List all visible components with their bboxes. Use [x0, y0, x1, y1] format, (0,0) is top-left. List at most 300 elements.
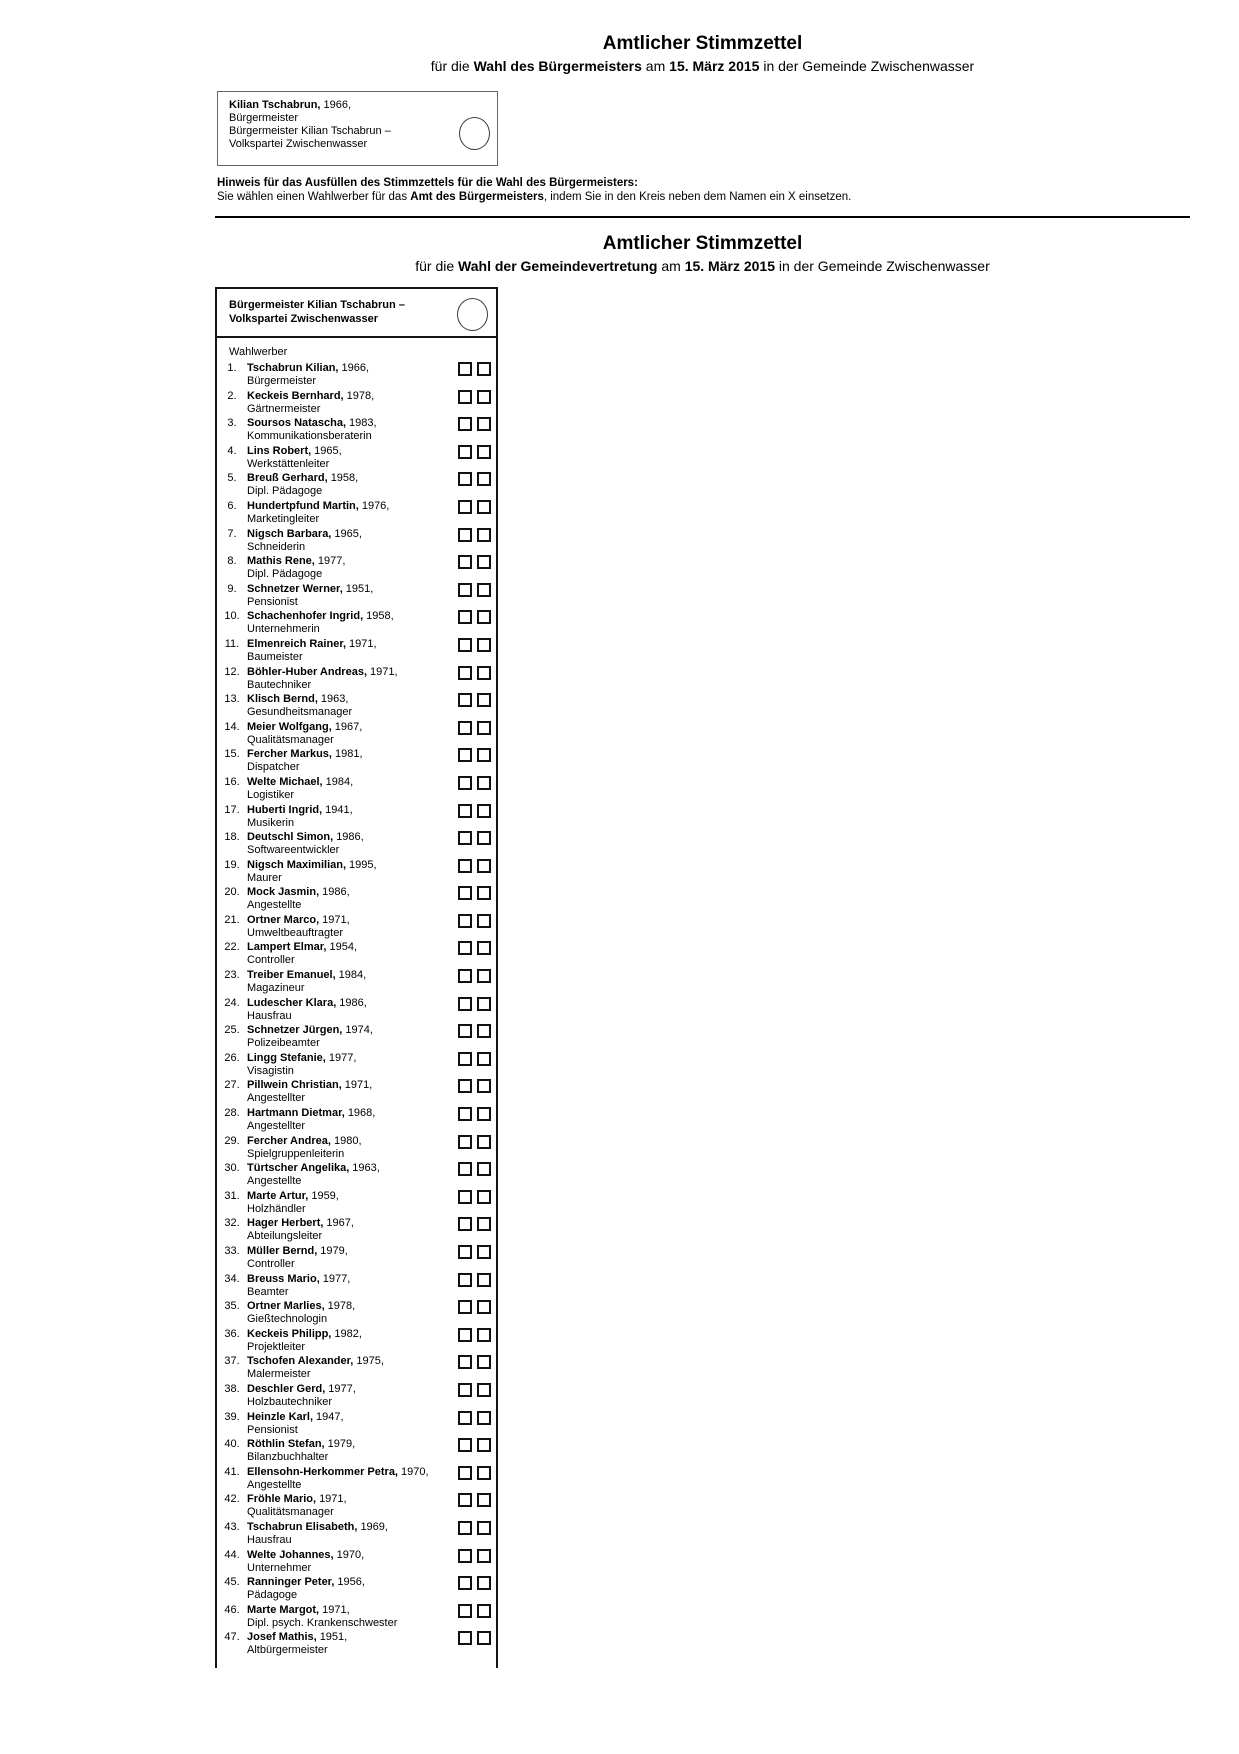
candidate-profession: Controller	[247, 954, 295, 967]
candidate-profession: Gesundheitsmanager	[247, 706, 353, 719]
candidate-number: 22.	[224, 941, 240, 954]
candidate-name: Heinzle Karl,	[247, 1410, 314, 1423]
candidate-profession: Spielgruppenleiterin	[247, 1147, 345, 1160]
candidate-name: Nigsch Barbara,	[247, 527, 332, 540]
candidate-profession: Controller	[247, 1258, 295, 1270]
preference-checkbox-2[interactable]	[477, 693, 491, 707]
candidate-row	[217, 362, 496, 390]
candidate-year: 1970,	[336, 1548, 365, 1561]
candidate-year: 1959,	[311, 1189, 339, 1202]
preference-checkbox-2[interactable]	[477, 941, 491, 955]
preference-checkbox-1[interactable]	[458, 1355, 472, 1369]
candidate-year: 1977,	[328, 1382, 356, 1395]
preference-checkbox-2[interactable]	[477, 1438, 491, 1452]
candidate-year: 1954,	[329, 941, 358, 954]
candidate-number: 14.	[224, 720, 240, 733]
candidate-row	[217, 528, 496, 556]
candidate-profession: Holzbautechniker	[247, 1395, 332, 1408]
candidate-year: 1978,	[327, 1300, 356, 1313]
candidate-year: 1941,	[325, 803, 353, 816]
candidate-name: Schnetzer Werner,	[247, 582, 343, 595]
candidate-year: 1978,	[346, 389, 375, 402]
candidate-name: Pillwein Christian,	[247, 1079, 342, 1092]
candidate-name: Schachenhofer Ingrid,	[247, 610, 364, 623]
candidate-row	[217, 1604, 496, 1632]
candidate-profession: Angestellte	[247, 1175, 302, 1188]
preference-checkbox-2[interactable]	[477, 417, 491, 431]
candidate-profession: Abteilungsleiter	[247, 1230, 323, 1243]
candidate-year: 1986,	[339, 996, 367, 1009]
preference-checkbox-2[interactable]	[477, 1273, 491, 1287]
preference-checkbox-2[interactable]	[477, 1411, 491, 1425]
preference-checkbox-1[interactable]	[458, 721, 472, 735]
candidate-row	[217, 831, 496, 859]
preference-checkbox-1[interactable]	[458, 1135, 472, 1149]
candidate-name: Meier Wolfgang,	[247, 720, 332, 733]
candidate-number: 31.	[224, 1189, 240, 1202]
preference-checkbox-2[interactable]	[477, 555, 491, 569]
candidate-name: Lins Robert,	[247, 444, 312, 457]
preference-checkbox-1[interactable]	[458, 610, 472, 624]
candidate-number: 11.	[224, 637, 240, 650]
candidate-number: 38.	[224, 1382, 240, 1395]
candidate-name: Marte Margot,	[247, 1603, 320, 1616]
candidate-name: Lampert Elmar,	[247, 941, 327, 954]
candidate-year: 1977,	[328, 1051, 357, 1064]
candidate-number: 3.	[227, 417, 237, 430]
candidate-row	[217, 583, 496, 611]
subtitle-mid: am	[657, 258, 685, 274]
preference-checkbox-2[interactable]	[477, 1493, 491, 1507]
candidate-profession: Angestellte	[247, 899, 302, 912]
candidate-profession: Altbürgermeister	[247, 1644, 328, 1657]
subtitle-prefix: für die	[430, 58, 474, 74]
candidate-name: Lingg Stefanie,	[247, 1051, 326, 1064]
preference-checkbox-1[interactable]	[458, 1466, 472, 1480]
candidate-number: 18.	[224, 831, 240, 844]
preference-checkbox-2[interactable]	[477, 1466, 491, 1480]
party-vote-circle-icon[interactable]	[457, 298, 488, 331]
council-ballot-subtitle	[215, 258, 1190, 274]
candidate-row	[217, 1355, 496, 1383]
preference-checkbox-1[interactable]	[458, 1079, 472, 1093]
preference-checkbox-1[interactable]	[458, 1245, 472, 1259]
candidate-year: 1986,	[322, 886, 350, 899]
candidate-row	[217, 390, 496, 418]
preference-checkbox-1[interactable]	[458, 583, 472, 597]
candidate-year: 1986,	[336, 831, 364, 844]
mayor-candidate-year: 1966,	[323, 99, 352, 111]
preference-checkbox-2[interactable]	[477, 610, 491, 624]
candidate-name: Elmenreich Rainer,	[247, 637, 347, 650]
preference-checkbox-1[interactable]	[458, 748, 472, 762]
subtitle-election-date: 15. März 2015	[669, 58, 760, 74]
preference-checkbox-1[interactable]	[458, 362, 472, 376]
preference-checkbox-2[interactable]	[477, 1107, 491, 1121]
preference-checkbox-1[interactable]	[458, 914, 472, 928]
candidate-number: 35.	[224, 1300, 240, 1313]
candidate-number: 36.	[224, 1327, 240, 1340]
preference-checkbox-1[interactable]	[458, 472, 472, 486]
preference-checkbox-2[interactable]	[477, 969, 491, 983]
preference-checkbox-2[interactable]	[477, 1631, 491, 1645]
candidate-profession: Qualitätsmanager	[247, 733, 334, 746]
candidate-year: 1984,	[325, 775, 354, 788]
candidate-name: Hundertpfund Martin,	[247, 499, 359, 512]
subtitle-suffix: in der Gemeinde Zwischenwasser	[775, 258, 990, 274]
preference-checkbox-1[interactable]	[458, 500, 472, 514]
candidate-row	[217, 997, 496, 1025]
candidate-profession: Gießtechnologin	[247, 1313, 328, 1326]
preference-checkbox-2[interactable]	[477, 1604, 491, 1618]
candidate-row	[217, 804, 496, 832]
candidate-profession: Bürgermeister	[247, 375, 317, 387]
candidate-number: 10.	[224, 610, 240, 623]
candidate-name: Breuß Gerhard,	[247, 472, 328, 485]
candidate-year: 1963,	[320, 693, 349, 706]
candidate-year: 1965,	[334, 527, 362, 540]
candidate-name: Deutschl Simon,	[247, 831, 334, 844]
candidate-year: 1984,	[338, 969, 367, 982]
candidate-number: 8.	[227, 555, 237, 568]
preference-checkbox-1[interactable]	[458, 555, 472, 569]
party-header	[217, 289, 496, 338]
candidate-number: 45.	[224, 1576, 240, 1589]
candidate-name: Hartmann Dietmar,	[247, 1107, 345, 1120]
candidate-number: 26.	[224, 1051, 240, 1064]
preference-checkbox-2[interactable]	[477, 748, 491, 762]
candidate-row	[217, 914, 496, 942]
candidate-year: 1971,	[344, 1079, 373, 1092]
candidate-profession: Werkstättenleiter	[247, 457, 330, 470]
candidate-row	[217, 1328, 496, 1356]
candidate-name: Keckeis Bernhard,	[247, 389, 344, 402]
candidate-name: Fercher Markus,	[247, 748, 332, 761]
preference-checkbox-2[interactable]	[477, 1383, 491, 1397]
candidate-name: Marte Artur,	[247, 1189, 309, 1202]
preference-checkbox-2[interactable]	[477, 1190, 491, 1204]
candidate-list-label: Wahlwerber	[229, 346, 288, 358]
preference-checkbox-1[interactable]	[458, 1521, 472, 1535]
candidate-profession: Softwareentwickler	[247, 844, 340, 857]
candidate-name: Ludescher Klara,	[247, 996, 337, 1009]
preference-checkbox-1[interactable]	[458, 1024, 472, 1038]
candidate-number: 9.	[227, 582, 237, 595]
mayor-vote-circle-icon[interactable]	[459, 117, 490, 150]
candidate-number: 16.	[224, 775, 240, 788]
preference-checkbox-2[interactable]	[477, 914, 491, 928]
candidate-profession: Projektleiter	[247, 1340, 306, 1353]
candidate-row	[217, 1245, 496, 1273]
preference-checkbox-1[interactable]	[458, 528, 472, 542]
subtitle-election-name: Wahl der Gemeindevertretung	[458, 258, 658, 274]
candidate-year: 1971,	[319, 1493, 347, 1506]
candidate-profession: Dipl. psych. Krankenschwester	[247, 1616, 398, 1629]
candidate-number: 37.	[224, 1355, 240, 1368]
candidate-name: Josef Mathis,	[247, 1631, 317, 1644]
candidate-row	[217, 886, 496, 914]
candidate-row	[217, 1135, 496, 1163]
candidate-profession: Maurer	[247, 871, 282, 884]
candidate-profession: Hausfrau	[247, 1009, 292, 1022]
candidate-profession: Angestellte	[247, 1478, 302, 1491]
preference-checkbox-1[interactable]	[458, 1549, 472, 1563]
mayor-candidate-box	[217, 91, 498, 166]
candidate-profession: Polizeibeamter	[247, 1037, 320, 1050]
preference-checkbox-2[interactable]	[477, 445, 491, 459]
preference-checkbox-1[interactable]	[458, 1300, 472, 1314]
subtitle-election-date: 15. März 2015	[684, 258, 775, 274]
candidate-list	[217, 362, 496, 1659]
candidate-profession: Kommunikationsberaterin	[247, 430, 372, 443]
preference-checkbox-2[interactable]	[477, 1079, 491, 1093]
candidate-number: 34.	[224, 1272, 240, 1285]
preference-checkbox-2[interactable]	[477, 528, 491, 542]
candidate-number: 28.	[224, 1107, 240, 1120]
candidate-row	[217, 941, 496, 969]
candidate-profession: Unternehmerin	[247, 623, 320, 636]
candidate-row	[217, 666, 496, 694]
candidate-number: 40.	[224, 1438, 240, 1451]
candidate-name: Fercher Andrea,	[247, 1134, 331, 1147]
preference-checkbox-1[interactable]	[458, 390, 472, 404]
preference-checkbox-1[interactable]	[458, 1604, 472, 1618]
candidate-year: 1971,	[370, 665, 398, 678]
candidate-year: 1963,	[352, 1162, 380, 1175]
candidate-profession: Visagistin	[247, 1064, 294, 1077]
candidate-profession: Pensionist	[247, 1423, 298, 1436]
preference-checkbox-2[interactable]	[477, 362, 491, 376]
candidate-profession: Marketingleiter	[247, 512, 320, 525]
candidate-row	[217, 1411, 496, 1439]
preference-checkbox-1[interactable]	[458, 666, 472, 680]
candidate-row	[217, 859, 496, 887]
preference-checkbox-1[interactable]	[458, 969, 472, 983]
preference-checkbox-2[interactable]	[477, 638, 491, 652]
candidate-profession: Angestellter	[247, 1092, 306, 1105]
preference-checkbox-2[interactable]	[477, 1217, 491, 1231]
candidate-number: 39.	[224, 1410, 240, 1423]
candidate-year: 1958,	[366, 610, 394, 623]
preference-checkbox-2[interactable]	[477, 1549, 491, 1563]
candidate-year: 1971,	[322, 913, 350, 926]
candidate-row	[217, 1438, 496, 1466]
candidate-year: 1966,	[341, 362, 370, 374]
candidate-year: 1977,	[317, 555, 346, 568]
candidate-year: 1951,	[345, 582, 374, 595]
candidate-number: 6.	[227, 499, 237, 512]
preference-checkbox-1[interactable]	[458, 1217, 472, 1231]
candidate-profession: Dipl. Pädagoge	[247, 568, 323, 581]
party-header-line1: Bürgermeister Kilian Tschabrun –	[229, 299, 405, 311]
preference-checkbox-2[interactable]	[477, 1135, 491, 1149]
candidate-profession: Holzhändler	[247, 1202, 306, 1215]
subtitle-mid: am	[641, 58, 670, 74]
candidate-year: 1967,	[334, 720, 363, 733]
preference-checkbox-2[interactable]	[477, 1300, 491, 1314]
candidate-row	[217, 1521, 496, 1549]
candidate-number: 4.	[227, 444, 237, 457]
preference-checkbox-2[interactable]	[477, 776, 491, 790]
candidate-row	[217, 1024, 496, 1052]
candidate-year: 1977,	[322, 1272, 351, 1285]
party-list-box	[215, 287, 498, 1668]
candidate-number: 5.	[227, 472, 237, 485]
candidate-profession: Pensionist	[247, 595, 298, 608]
candidate-number: 27.	[224, 1079, 240, 1092]
preference-checkbox-1[interactable]	[458, 1107, 472, 1121]
candidate-profession: Musikerin	[247, 816, 295, 829]
preference-checkbox-2[interactable]	[477, 390, 491, 404]
candidate-row	[217, 1549, 496, 1577]
preference-checkbox-2[interactable]	[477, 666, 491, 680]
candidate-profession: Bautechniker	[247, 678, 312, 691]
candidate-year: 1976,	[361, 499, 390, 512]
candidate-row	[217, 748, 496, 776]
preference-checkbox-1[interactable]	[458, 638, 472, 652]
candidate-number: 2.	[227, 389, 237, 402]
preference-checkbox-2[interactable]	[477, 500, 491, 514]
preference-checkbox-1[interactable]	[458, 1383, 472, 1397]
preference-checkbox-2[interactable]	[477, 1521, 491, 1535]
preference-checkbox-1[interactable]	[458, 445, 472, 459]
candidate-year: 1967,	[326, 1217, 354, 1230]
candidate-profession: Bilanzbuchhalter	[247, 1451, 329, 1464]
candidate-row	[217, 776, 496, 804]
candidate-number: 33.	[224, 1245, 240, 1257]
candidate-year: 1979,	[320, 1245, 348, 1257]
candidate-number: 20.	[224, 886, 240, 899]
mayor-candidate-party-line2: Volkspartei Zwischenwasser	[229, 138, 368, 150]
candidate-name: Böhler-Huber Andreas,	[247, 665, 368, 678]
preference-checkbox-1[interactable]	[458, 1273, 472, 1287]
candidate-number: 15.	[224, 748, 240, 761]
candidate-row	[217, 1190, 496, 1218]
candidate-row	[217, 1493, 496, 1521]
candidate-number: 1.	[227, 362, 237, 374]
candidate-name: Müller Bernd,	[247, 1245, 318, 1257]
candidate-row	[217, 555, 496, 583]
candidate-number: 43.	[224, 1520, 240, 1533]
candidate-name: Treiber Emanuel,	[247, 969, 336, 982]
candidate-number: 41.	[224, 1465, 240, 1478]
hint-body: Sie wählen einen Wahlwerber für das Amt des Bürgermeisters, indem Sie in den Kreis neben dem Namen ein X einsetzen.	[217, 190, 852, 203]
preference-checkbox-1[interactable]	[458, 1576, 472, 1590]
candidate-row	[217, 610, 496, 638]
candidate-year: 1968,	[347, 1107, 376, 1120]
candidate-number: 23.	[224, 969, 240, 982]
mayor-ballot-title: Amtlicher Stimmzettel	[602, 33, 803, 54]
preference-checkbox-1[interactable]	[458, 1438, 472, 1452]
candidate-year: 1969,	[360, 1520, 388, 1533]
preference-checkbox-2[interactable]	[477, 1162, 491, 1176]
candidate-number: 24.	[224, 996, 240, 1009]
candidate-number: 17.	[224, 803, 240, 816]
candidate-name: Tschofen Alexander,	[247, 1355, 354, 1368]
preference-checkbox-1[interactable]	[458, 997, 472, 1011]
candidate-number: 46.	[224, 1603, 240, 1616]
candidate-name: Ellensohn-Herkommer Petra,	[247, 1465, 398, 1478]
preference-checkbox-2[interactable]	[477, 1355, 491, 1369]
preference-checkbox-2[interactable]	[477, 583, 491, 597]
preference-checkbox-2[interactable]	[477, 1245, 491, 1259]
candidate-year: 1980,	[333, 1134, 362, 1147]
candidate-row	[217, 1273, 496, 1301]
preference-checkbox-2[interactable]	[477, 859, 491, 873]
candidate-name: Nigsch Maximilian,	[247, 858, 347, 871]
candidate-year: 1970,	[401, 1465, 429, 1478]
preference-checkbox-2[interactable]	[477, 831, 491, 845]
preference-checkbox-1[interactable]	[458, 1190, 472, 1204]
preference-checkbox-1[interactable]	[458, 886, 472, 900]
preference-checkbox-1[interactable]	[458, 1052, 472, 1066]
candidate-name: Ortner Marco,	[247, 913, 320, 926]
preference-checkbox-1[interactable]	[458, 1493, 472, 1507]
candidate-profession: Umweltbeauftragter	[247, 926, 343, 939]
candidate-profession: Pädagoge	[247, 1589, 298, 1602]
candidate-number: 32.	[224, 1217, 240, 1230]
preference-checkbox-1[interactable]	[458, 1631, 472, 1645]
candidate-year: 1951,	[319, 1631, 348, 1644]
preference-checkbox-1[interactable]	[458, 776, 472, 790]
preference-checkbox-2[interactable]	[477, 1576, 491, 1590]
preference-checkbox-2[interactable]	[477, 472, 491, 486]
candidate-profession: Logistiker	[247, 788, 295, 801]
preference-checkbox-2[interactable]	[477, 721, 491, 735]
candidate-name: Soursos Natascha,	[247, 417, 347, 430]
mayor-ballot-subtitle	[215, 58, 1190, 74]
candidate-row	[217, 1079, 496, 1107]
candidate-name: Tschabrun Kilian,	[247, 362, 339, 374]
subtitle-election-name: Wahl des Bürgermeisters	[473, 58, 642, 74]
candidate-name: Tschabrun Elisabeth,	[247, 1520, 358, 1533]
candidate-year: 1995,	[349, 858, 377, 871]
preference-checkbox-1[interactable]	[458, 1411, 472, 1425]
candidate-row	[217, 693, 496, 721]
preference-checkbox-1[interactable]	[458, 1162, 472, 1176]
candidate-number: 19.	[224, 858, 240, 871]
candidate-year: 1958,	[330, 472, 359, 485]
mayor-candidate-name: Kilian Tschabrun,	[229, 99, 321, 111]
hint-heading: Hinweis für das Ausfüllen des Stimmzettels für die Wahl des Bürgermeisters:	[217, 177, 638, 189]
preference-checkbox-2[interactable]	[477, 1328, 491, 1342]
preference-checkbox-2[interactable]	[477, 804, 491, 818]
preference-checkbox-2[interactable]	[477, 997, 491, 1011]
candidate-profession: Dipl. Pädagoge	[247, 485, 323, 498]
preference-checkbox-1[interactable]	[458, 941, 472, 955]
preference-checkbox-1[interactable]	[458, 831, 472, 845]
candidate-name: Klisch Bernd,	[247, 693, 318, 706]
candidate-row	[217, 500, 496, 528]
preference-checkbox-1[interactable]	[458, 693, 472, 707]
preference-checkbox-1[interactable]	[458, 1328, 472, 1342]
candidate-year: 1981,	[334, 748, 363, 761]
candidate-year: 1975,	[356, 1355, 384, 1368]
candidate-row	[217, 417, 496, 445]
preference-checkbox-1[interactable]	[458, 859, 472, 873]
candidate-year: 1971,	[349, 637, 377, 650]
candidate-number: 42.	[224, 1493, 240, 1506]
candidate-profession: Dispatcher	[247, 761, 300, 774]
candidate-name: Breuss Mario,	[247, 1272, 320, 1285]
candidate-year: 1983,	[349, 417, 377, 430]
preference-checkbox-2[interactable]	[477, 1052, 491, 1066]
preference-checkbox-2[interactable]	[477, 1024, 491, 1038]
preference-checkbox-1[interactable]	[458, 417, 472, 431]
candidate-name: Ranninger Peter,	[247, 1576, 335, 1589]
preference-checkbox-1[interactable]	[458, 804, 472, 818]
preference-checkbox-2[interactable]	[477, 886, 491, 900]
